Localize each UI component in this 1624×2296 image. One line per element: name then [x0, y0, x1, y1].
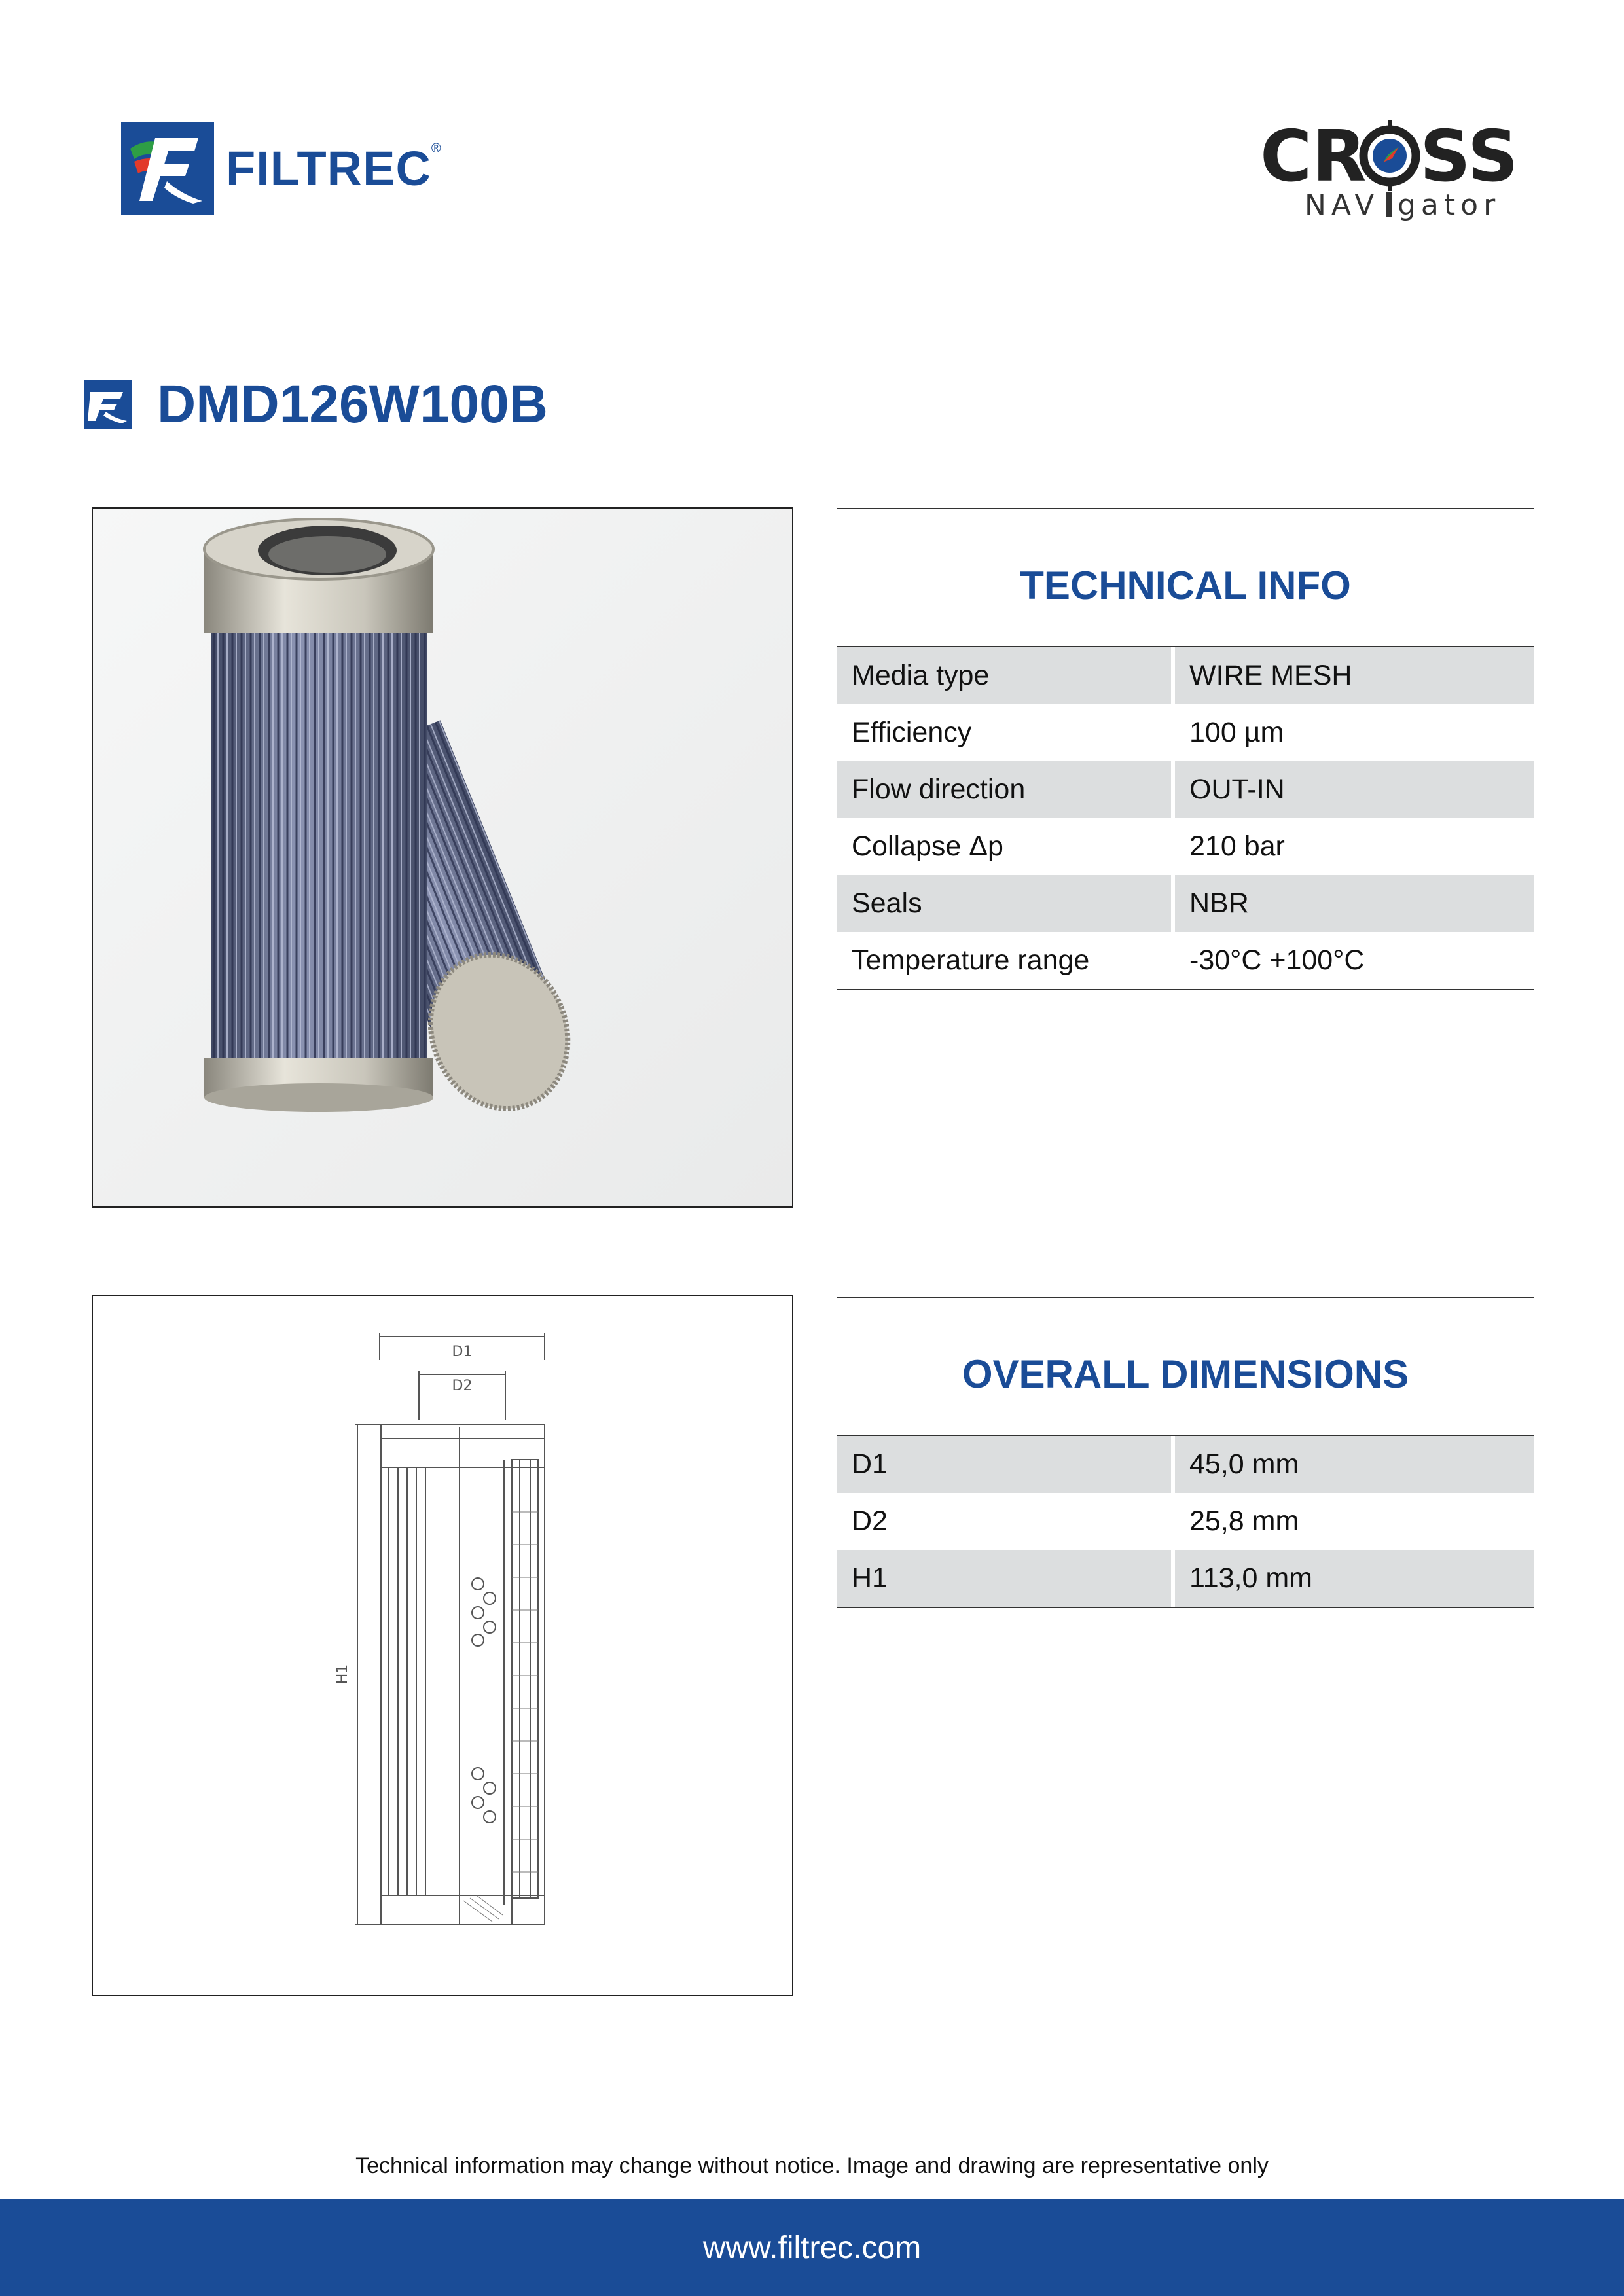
technical-info-heading: TECHNICAL INFO: [1020, 564, 1351, 607]
filtrec-logo-text: FILTREC: [226, 141, 431, 196]
spec-label: Seals: [837, 875, 1171, 932]
spec-label: Collapse Δp: [852, 831, 1003, 862]
dimension-value: 45,0 mm: [1171, 1436, 1534, 1493]
registered-mark: ®: [431, 141, 441, 156]
technical-info-table: [837, 646, 1534, 990]
section-divider: [837, 1297, 1534, 1298]
technical-info-section: [837, 508, 1534, 990]
spec-value: NBR: [1171, 875, 1534, 932]
drawing-label-d2: D2: [452, 1378, 473, 1394]
table-row: [837, 818, 1534, 875]
filtrec-small-logo-icon: [84, 380, 132, 429]
drawing-label-h1: H1: [334, 1664, 351, 1685]
overall-dimensions-heading: OVERALL DIMENSIONS: [962, 1352, 1409, 1396]
cross-logo-text-end: SS: [1420, 116, 1519, 198]
spec-value: OUT-IN: [1171, 761, 1534, 818]
table-row: [837, 704, 1534, 761]
footer-bar: [0, 2199, 1624, 2296]
spec-label: Efficiency: [852, 717, 972, 748]
dimension-label: D1: [837, 1436, 1171, 1493]
dimensions-table: [837, 1435, 1534, 1608]
product-title-row: [84, 372, 548, 437]
filtrec-logo: [121, 121, 441, 216]
product-code: DMD126W100B: [157, 374, 548, 434]
navigator-logo-text-start: NAV: [1305, 188, 1380, 222]
website-link[interactable]: www.filtrec.com: [702, 2230, 922, 2265]
spec-label: Temperature range: [852, 944, 1090, 976]
dimension-label: D2: [852, 1505, 888, 1537]
navigator-logo-text-end: gator: [1398, 188, 1501, 222]
overall-dimensions-section: [837, 1297, 1534, 1608]
cross-navigator-logo: [1260, 116, 1519, 223]
table-row: [837, 1550, 1534, 1607]
cross-logo-text-start: CR: [1260, 116, 1367, 198]
cross-navigator-logo-graphic: [1260, 116, 1519, 223]
filtrec-logo-mark: [121, 122, 214, 215]
table-row: [837, 647, 1534, 704]
dimension-value: 25,8 mm: [1171, 1493, 1534, 1550]
disclaimer-note: Technical information may change without notice. Image and drawing are representative only: [355, 2153, 1269, 2178]
dimension-value: 113,0 mm: [1171, 1550, 1534, 1607]
spec-value: 100 µm: [1171, 704, 1534, 761]
spec-value: WIRE MESH: [1171, 647, 1534, 704]
table-row: [837, 875, 1534, 932]
section-divider: [837, 508, 1534, 509]
table-row: [837, 761, 1534, 818]
table-row: [837, 1436, 1534, 1493]
spec-label: Flow direction: [837, 761, 1171, 818]
compass-icon: [1363, 120, 1416, 191]
spec-value: 210 bar: [1171, 818, 1534, 875]
table-row: [837, 1493, 1534, 1550]
dimension-label: H1: [837, 1550, 1171, 1607]
dimension-drawing: [92, 1295, 793, 1996]
drawing-label-d1: D1: [452, 1344, 473, 1360]
spec-value: -30°C +100°C: [1171, 932, 1534, 989]
spec-label: Media type: [837, 647, 1171, 704]
table-row: [837, 932, 1534, 989]
product-photo: [92, 507, 793, 1208]
